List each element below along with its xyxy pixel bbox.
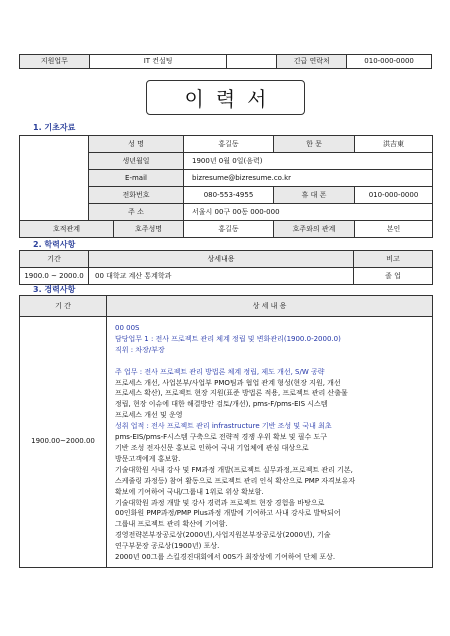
career-line: 기술대학원 과정 개발 및 강사 경력과 프로젝트 현장 경험을 바탕으로	[115, 498, 325, 507]
career-line: 주 업무 : 전사 프로젝트 관리 방법론 체계 정립, 제도 개선, S/W 공략	[115, 367, 325, 376]
career-line: 기반 조성 전자신문 홍보로 인하여 국내 기업체에 관심 대상으로	[115, 443, 309, 452]
career-line: 프로세스 개선 및 운영	[115, 411, 183, 420]
address-value: 서울시 00구 00동 000-000	[184, 204, 433, 221]
hanja-label: 한 문	[274, 136, 355, 153]
career-line	[115, 356, 424, 367]
photo-cell	[20, 136, 89, 221]
relation-value: 본인	[355, 221, 433, 238]
career-line: 방문고객에게 홍보함.	[115, 454, 181, 463]
phone-value: 080-553-4955	[184, 187, 274, 204]
mobile-value: 010-000-0000	[355, 187, 433, 204]
section-basic-heading: 1. 기초자료	[33, 123, 76, 132]
education-period: 1900.0 ~ 2000.0	[20, 268, 89, 285]
career-line: 성취 업적 : 전사 프로젝트 관리 infrastructure 기반 조성 및 국내 최초	[115, 422, 332, 431]
career-header-detail: 상 세 내 용	[107, 296, 433, 317]
education-header-period: 기간	[20, 251, 89, 268]
career-line: 00 00S	[115, 324, 140, 332]
career-line: 연구부문장 공로상(1900년) 포상.	[115, 542, 220, 551]
career-line: 기술대학원 사내 강사 및 FM과정 개발(프로젝트 실무과정,프로젝트 관리 기본,	[115, 465, 353, 474]
relation-label: 호주와의 관계	[274, 221, 355, 238]
basic-info-table	[19, 135, 433, 238]
emergency-contact-value: 010-000-0000	[347, 55, 432, 69]
address-label: 주 소	[89, 204, 184, 221]
career-line: 스케줄링 과정등) 참여 활동으로 프로젝트 관리 인식 확산으로 PMP 자격보유자	[115, 476, 356, 485]
family-register-label: 호적관계	[20, 221, 114, 238]
career-period: 1900.00~2000.00	[20, 317, 107, 568]
name-label: 성 명	[89, 136, 184, 153]
career-table	[19, 295, 433, 568]
career-line: 확보에 기여하여 국내/그룹내 1위로 위상 확보함.	[115, 487, 264, 496]
career-detail	[107, 317, 433, 568]
career-line: 정립, 현장 이슈에 대한 해결방안 검토/개선), pms-F/pms-EIS 시스템	[115, 400, 328, 409]
education-header-note: 비고	[354, 251, 433, 268]
name-value: 홍길동	[184, 136, 274, 153]
career-header-period: 기 간	[20, 296, 107, 317]
birth-value: 1900년 0월 0일(음력)	[184, 153, 433, 170]
email-label: E-mail	[89, 170, 184, 187]
career-lines	[115, 323, 424, 563]
career-line: 경영전략본부장공로상(2000년),사업지원본부장공로상(2000년), 기술	[115, 531, 331, 540]
phone-label: 전화번호	[89, 187, 184, 204]
career-line: 2000년 00그룹 스킬경진대회에서 00S가 최장상에 기여하여 단체 포상.	[115, 553, 336, 562]
career-line: 프로세스 확산), 프로젝트 현장 지원(표준 방법론 적용, 프로젝트 관리 산출물	[115, 389, 348, 398]
document-title-box	[146, 80, 305, 115]
document-title: 이력서	[184, 87, 279, 111]
education-table	[19, 250, 433, 285]
career-line: 00인화원 PMP과정/PMP Plus과정 개발에 기여하고 사내 강사로 발탁되어	[115, 509, 341, 518]
career-line: pms-EIS/pms-F시스템 구축으로 전략적 경쟁 우위 확보 및 필수 도구	[115, 433, 327, 442]
household-head-value: 홍길동	[184, 221, 274, 238]
career-line: 그룹내 프로젝트 관리 확산에 기여함.	[115, 520, 228, 529]
application-table	[19, 54, 432, 69]
career-line: 담당업무 1 : 전사 프로젝트 관리 체계 정립 및 변화관리(1900.0-2000.0)	[115, 334, 341, 343]
career-line: 직위 : 차장/부장	[115, 345, 165, 354]
household-head-label: 호주성명	[114, 221, 184, 238]
career-line: 프로세스 개선, 사업본부/사업부 PMO팀과 협업 관계 형성(현장 지원, 개선	[115, 378, 341, 387]
table-row	[20, 268, 433, 285]
education-note: 졸 업	[354, 268, 433, 285]
emergency-contact-label: 긴급 연락처	[277, 55, 347, 69]
spacer-cell	[227, 55, 277, 69]
section-career-heading: 3. 경력사항	[33, 285, 76, 294]
field-value: IT 컨설팅	[89, 55, 227, 69]
field-label: 지원업무	[20, 55, 90, 69]
education-detail: 00 대학교 계산 통계학과	[89, 268, 354, 285]
mobile-label: 휴 대 폰	[274, 187, 355, 204]
education-header-detail: 상세내용	[89, 251, 354, 268]
section-education-heading: 2. 학력사항	[33, 240, 76, 249]
hanja-value: 洪吉東	[355, 136, 433, 153]
birth-label: 생년월일	[89, 153, 184, 170]
email-value: bizresume@bizresume.co.kr	[184, 170, 433, 187]
